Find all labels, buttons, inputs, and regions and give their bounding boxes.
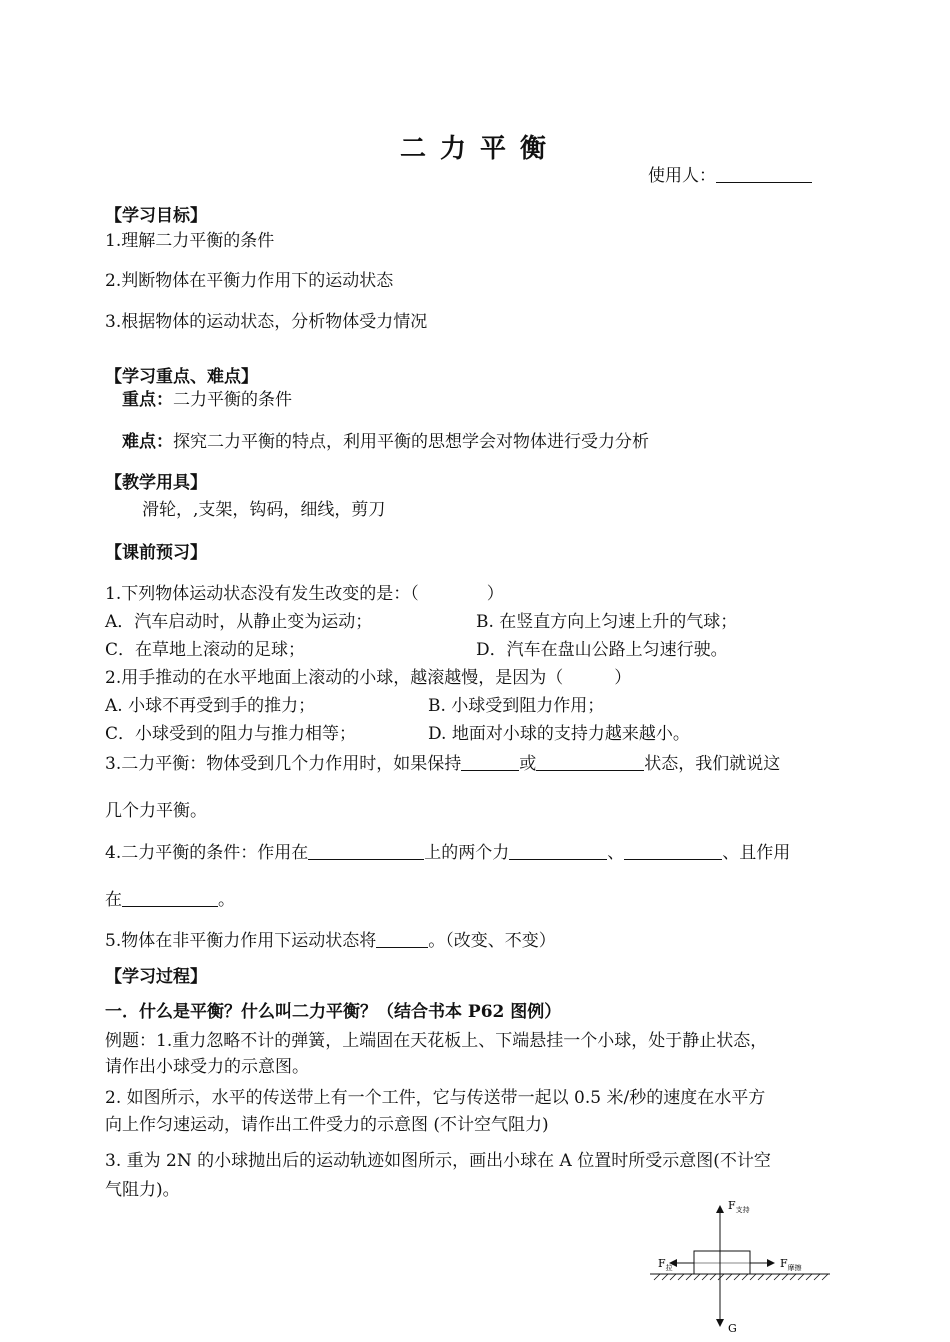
option-c: C．在草地上滚动的足球； xyxy=(105,640,306,660)
question-stem: 1.下列物体运动状态没有发生改变的是：（ ） xyxy=(105,584,504,604)
objective-item: 3.根据物体的运动状态，分析物体受力情况 xyxy=(105,312,428,332)
section-1-title: 一．什么是平衡？什么叫二力平衡？（结合书本 P62 图例） xyxy=(105,1002,562,1022)
block xyxy=(694,1251,750,1274)
q3-blank-2[interactable] xyxy=(536,752,644,771)
user-label: 使用人： xyxy=(648,166,716,186)
option-a: A．汽车启动时，从静止变为运动； xyxy=(105,612,373,632)
q4-text: 4.二力平衡的条件：作用在 xyxy=(105,843,309,863)
q4-blank-4[interactable] xyxy=(122,888,218,907)
key-point xyxy=(122,388,292,412)
q4-blank-3[interactable] xyxy=(624,841,722,860)
q4-continuation xyxy=(105,888,235,912)
example-1: 例题：1.重力忽略不计的弹簧，上端固在天花板上、下端悬挂一个小球，处于静止状态， xyxy=(105,1031,768,1051)
page-title: 二力平衡 xyxy=(400,134,561,164)
difficult-label: 难点： xyxy=(122,432,173,452)
support-force-label: $F_{支持}$ xyxy=(728,1199,750,1214)
q5-text: 。（改变、不变） xyxy=(428,931,556,951)
q3-text: 3.二力平衡：物体受到几个力作用时，如果保持 xyxy=(105,754,462,774)
q3-blank-1[interactable] xyxy=(461,752,519,771)
example-2: 向上作匀速运动，请作出工件受力的示意图 (不计空气阻力) xyxy=(105,1115,549,1135)
difficult-point xyxy=(122,430,649,454)
key-text: 二力平衡的条件 xyxy=(173,390,292,410)
option-c: C．小球受到的阻力与推力相等； xyxy=(105,724,357,744)
objective-item: 2.判断物体在平衡力作用下的运动状态 xyxy=(105,271,394,291)
process-heading: 【学习过程】 xyxy=(105,967,207,987)
q4-text: 、且作用 xyxy=(722,843,791,863)
user-field xyxy=(648,164,812,188)
tools-heading: 【教学用具】 xyxy=(105,473,207,493)
example-1: 请作出小球受力的示意图。 xyxy=(105,1057,309,1077)
force-diagram xyxy=(640,1196,840,1340)
gravity-label: G xyxy=(728,1322,737,1335)
example-2: 2. 如图所示，水平的传送带上有一个工件，它与传送带一起以 0.5 米/秒的速度在水平方 xyxy=(105,1088,766,1108)
question-5 xyxy=(105,929,556,953)
question-stem: 2.用手推动的在水平地面上滚动的小球，越滚越慢，是因为（ ） xyxy=(105,668,632,688)
example-3: 3. 重为 2N 的小球抛出后的运动轨迹如图所示，画出小球在 A 位置时所受示意图(不计空 xyxy=(105,1151,771,1171)
q3-text: 或 xyxy=(519,754,537,774)
objectives-heading: 【学习目标】 xyxy=(105,206,207,226)
preview-heading: 【课前预习】 xyxy=(105,543,207,563)
option-b: B. 小球受到阻力作用； xyxy=(428,696,605,716)
pull-force-label: $F_拉$ xyxy=(658,1257,673,1272)
q5-blank[interactable] xyxy=(376,929,428,948)
example-3: 气阻力)。 xyxy=(105,1180,180,1200)
q5-text: 5.物体在非平衡力作用下运动状态将 xyxy=(105,931,377,951)
q4-blank-1[interactable] xyxy=(308,841,424,860)
user-blank[interactable] xyxy=(716,164,812,183)
option-d: D．汽车在盘山公路上匀速行驶。 xyxy=(476,640,728,660)
q4-text: 上的两个力 xyxy=(424,843,510,863)
option-d: D. 地面对小球的支持力越来越小。 xyxy=(428,724,690,744)
option-a: A. 小球不再受到手的推力； xyxy=(105,696,316,716)
q3-text: 状态，我们就说这 xyxy=(644,754,781,774)
ground-hatch xyxy=(654,1274,828,1280)
friction-force-label: $F_{摩擦}$ xyxy=(780,1257,802,1272)
difficult-text: 探究二力平衡的特点，利用平衡的思想学会对物体进行受力分析 xyxy=(173,432,649,452)
key-label: 重点： xyxy=(122,390,173,410)
q3-continuation: 几个力平衡。 xyxy=(105,801,207,821)
q4-text: 、 xyxy=(607,843,625,863)
question-3 xyxy=(105,752,780,776)
q4-text: 在 xyxy=(105,890,122,910)
option-b: B. 在竖直方向上匀速上升的气球； xyxy=(476,612,738,632)
q4-blank-2[interactable] xyxy=(509,841,607,860)
q4-text: 。 xyxy=(218,890,235,910)
tools-text: 滑轮，,支架，钩码，细线，剪刀 xyxy=(142,500,386,520)
keypoints-heading: 【学习重点、难点】 xyxy=(105,367,258,387)
question-4 xyxy=(105,841,790,865)
objective-item: 1.理解二力平衡的条件 xyxy=(105,231,275,251)
